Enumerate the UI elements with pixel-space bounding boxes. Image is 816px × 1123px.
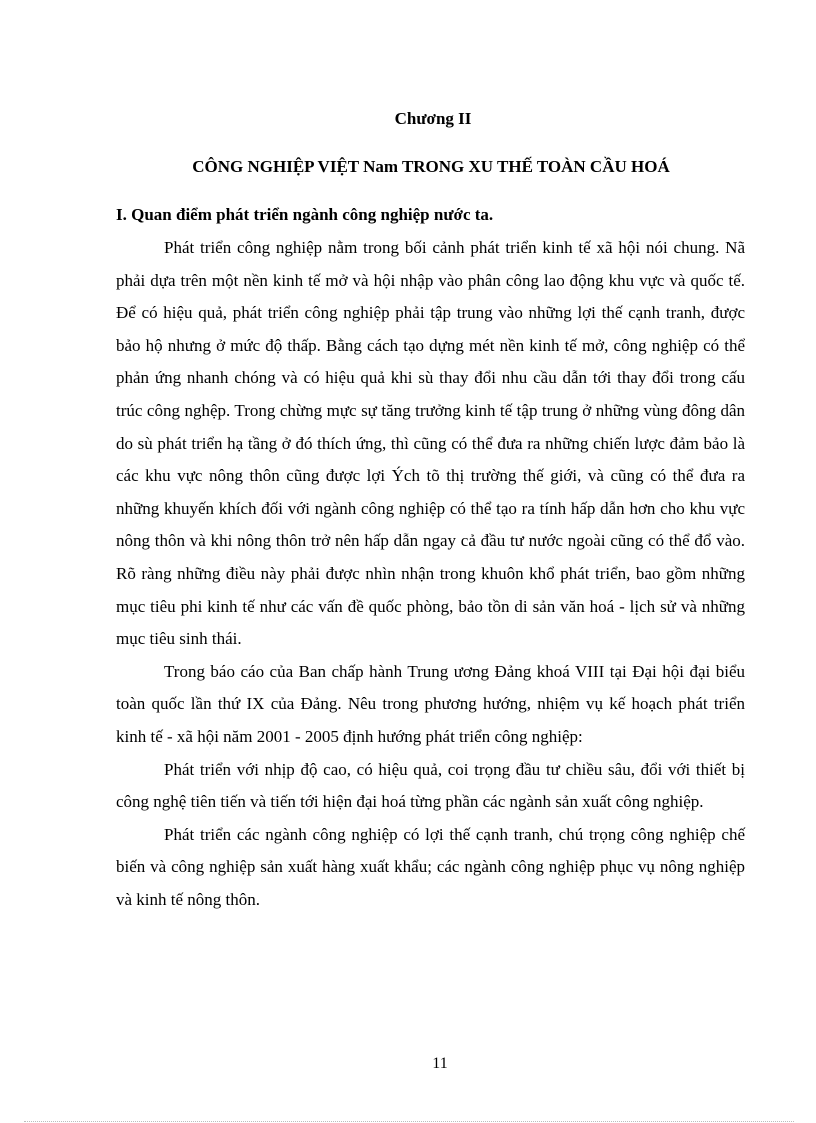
chapter-title: CÔNG NGHIỆP VIỆT Nam TRONG XU THẾ TOÀN CẦU HOÁ: [192, 157, 670, 176]
chapter-label: Chương II: [394, 109, 472, 128]
paragraph-growth-orientation: Phát triển với nhịp độ cao, có hiệu quả, coi trọng đầu tư chiều sâu, đổi với thiết bị công nghệ tiên tiến và tiến tới hiện đại hoá từng phần các ngành sản xuất công nghiệp.: [116, 759, 745, 812]
page-edge-divider: [24, 1121, 794, 1122]
paragraph-context: Phát triển công nghiệp nằm trong bối cảnh phát triển kinh tế xã hội nói chung. Nã phải dựa trên một nền kinh tế mở và hội nhập vào phân công lao động khu vực và quốc tế. Để có hiệu quả, phát triển công nghiệp phải tập trung vào những lợi thế cạnh tranh, được bảo hộ nhưng ở mức độ thấp. Bằng cách tạo dựng mét nền kinh tế mở, công nghiệp có thể phản ứng nhanh chóng và có hiệu quả khi sù thay đổi nhu cầu dẫn tới thay đổi trong cấu trúc công nghệp. Trong chừng mực sự tăng trưởng kinh tế tập trung ở những vùng đông dân do sù phát triển hạ tầng ở đó thích ứng, thì cũng có thể đưa ra những chiến lược đảm bảo là các khu vực nông thôn cũng được lợi Ých tõ thị trường thế giới, và cũng có thể đưa ra những khuyến khích đối với ngành công nghiệp có thể tạo ra tính hấp dẫn hơn cho khu vực nông thôn và khi nông thôn trở nên hấp dẫn ngay cả đầu tư nước ngoài cũng có thể đổ vào. Rõ ràng những điều này phải được nhìn nhận trong khuôn khổ phát triển, bao gồm những mục tiêu phi kinh tế như các vấn đề quốc phòng, bảo tồn di sản văn hoá - lịch sử và những mục tiêu sinh thái.: [116, 238, 745, 649]
page-number: 11: [432, 1055, 448, 1072]
body-text: [116, 232, 745, 916]
paragraph-party-report: Trong báo cáo của Ban chấp hành Trung ương Đảng khoá VIII tại Đại hội đại biểu toàn quốc lần thứ IX của Đảng. Nêu trong phương hướng, nhiệm vụ kế hoạch phát triển kinh tế - xã hội năm 2001 - 2005 định hướng phát triển công nghiệp:: [116, 661, 745, 746]
paragraph-competitive-industries: Phát triển các ngành công nghiệp có lợi thế cạnh tranh, chú trọng công nghiệp chế biến và công nghiệp sản xuất hàng xuất khẩu; các ngành công nghiệp phục vụ nông nghiệp và kinh tế nông thôn.: [116, 824, 745, 909]
section-heading: I. Quan điểm phát triển ngành công nghiệp nước ta.: [116, 205, 494, 224]
